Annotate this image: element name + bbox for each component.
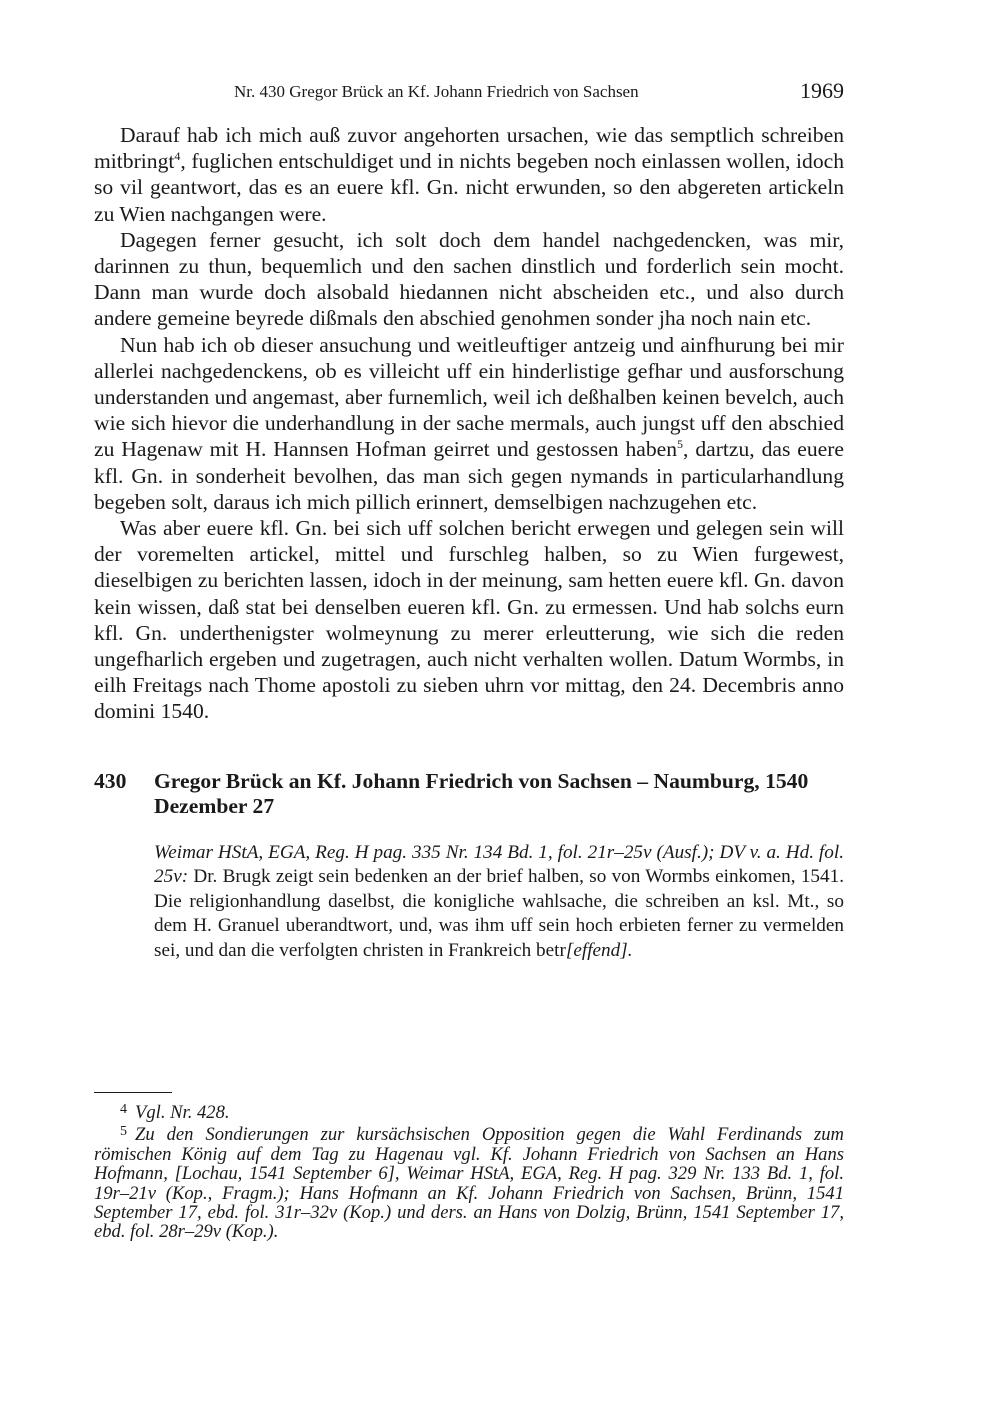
regest-suffix: [effend]. — [565, 940, 633, 962]
running-head-title: Nr. 430 Gregor Brück an Kf. Johann Friedrich von Sachsen — [234, 82, 639, 101]
paragraph: Dagegen ferner gesucht, ich solt doch dem handel nachgedencken, was mir, darinnen zu thun, bequemlich und den sachen dinstlich und forderlich sein mocht. Dann man wurde doch alsobald hiedannen nicht abscheiden etc., und also durch andere gemeine beyrede dißmals den abschied genohmen sonder jha noch nain etc. — [94, 227, 844, 331]
paragraph-text: , dartzu, das euere kfl. Gn. in sonderheit bevolhen, das man sich gegen nymands in particularhandlung begeben solt, daraus ich mich pillich erinnert, demselbigen nachzugehen etc. — [94, 437, 844, 514]
document-regest — [154, 841, 844, 964]
footnote-text: Zu den Sondierungen zur kursächsischen Opposition gegen die Wahl Ferdinands zum römischen König auf dem Tag zu Hagenau vgl. Kf. Johann Friedrich von Sachsen an Hans Hofmann, [Lochau, 1541 September 6], Weimar HStA, EGA, Reg. H pag. 329 Nr. 133 Bd. 1, fol. 19r–21v (Kop., Fragm.); Hans Hofmann an Kf. Johann Friedrich von Sachsen, Brünn, 1541 September 17, ebd. fol. 31r–32v (Kop.) und ders. an Hans von Dolzig, Brünn, 1541 September 17, ebd. fol. 28r–29v (Kop.). — [94, 1124, 844, 1243]
document-number: 430 — [94, 768, 127, 793]
footnote-marker: 5 — [120, 1124, 127, 1140]
paragraph-text: Nun hab ich ob dieser ansuchung und weitleuftiger antzeig und ainfhurung bei mir allerlei nachgedenckens, ob es villeicht uff ein hinderlistige gefhar und ausforschung understanden und angemast, aber furnemlich, weil ich deßhalben keinen bevelch, auch wie sich hievor die underhandlung in der sache mermals, auch jungst uff den abschied zu Hagenaw mit H. Hannsen Hofman geirret und gestossen haben — [94, 332, 844, 462]
footnote-divider — [94, 1092, 172, 1093]
footnote-reference[interactable]: 5 — [677, 437, 684, 452]
page — [94, 78, 844, 964]
paragraph-text: Darauf hab ich mich auß zuvor angehorten ursachen, wie das semptlich schreiben mitbringt — [94, 123, 844, 174]
footnote — [94, 1100, 844, 1122]
footnotes — [94, 1100, 844, 1242]
page-number: 1969 — [800, 78, 844, 103]
paragraph-text: , fuglichen entschuldiget und in nichts begeben noch einlassen wollen, idoch so vil geantwort, das es an euere kfl. Gn. nicht erwunden, so den abgereten artickeln zu Wien nachgangen were. — [94, 149, 844, 226]
document-title: Gregor Brück an Kf. Johann Friedrich von Sachsen – Naumburg, 1540 Dezember 27 — [154, 768, 809, 818]
regest-source: Weimar HStA, EGA, Reg. H pag. 335 Nr. 134 Bd. 1, fol. 21r–25v (Ausf.); DV v. a. Hd. fol. 25v: — [154, 841, 844, 888]
letter-body — [94, 122, 844, 725]
footnote-reference[interactable]: 4 — [174, 149, 181, 164]
running-head — [94, 78, 844, 108]
footnote — [94, 1122, 844, 1241]
paragraph — [94, 122, 844, 227]
document-heading — [94, 769, 844, 819]
footnote-marker: 4 — [120, 1102, 127, 1117]
paragraph — [94, 332, 844, 515]
regest-text: Dr. Brugk zeigt sein bedenken an der brief halben, so von Wormbs einkomen, 1541. Die religionhandlung daselbst, die konigliche wahlsache, die schreiben an ksl. Mt., so dem H. Granuel uberandtwort, und, was ihm uff sein hoch erbieten ferner zu vermelden sei, und dan die verfolgten christen in Frankreich betr — [154, 866, 844, 962]
paragraph: Was aber euere kfl. Gn. bei sich uff solchen bericht erwegen und gelegen sein will der voremelten artickel, mittel und furschleg halben, so zu Wien furgewest, dieselbigen zu berichten lassen, idoch in der meinung, sam hetten euere kfl. Gn. davon kein wissen, daß stat bei denselben eueren kfl. Gn. zu ermessen. Und hab solchs eurn kfl. Gn. underthenigster wolmeynung zu merer erleutterung, wie sich die reden ungefharlich ergeben und zugetragen, auch nicht verhalten wollen. Datum Wormbs, in eilh Freitags nach Thome apostoli zu sieben uhrn vor mittag, den 24. Decembris anno domini 1540. — [94, 516, 844, 724]
footnote-text: Vgl. Nr. 428. — [135, 1102, 230, 1123]
